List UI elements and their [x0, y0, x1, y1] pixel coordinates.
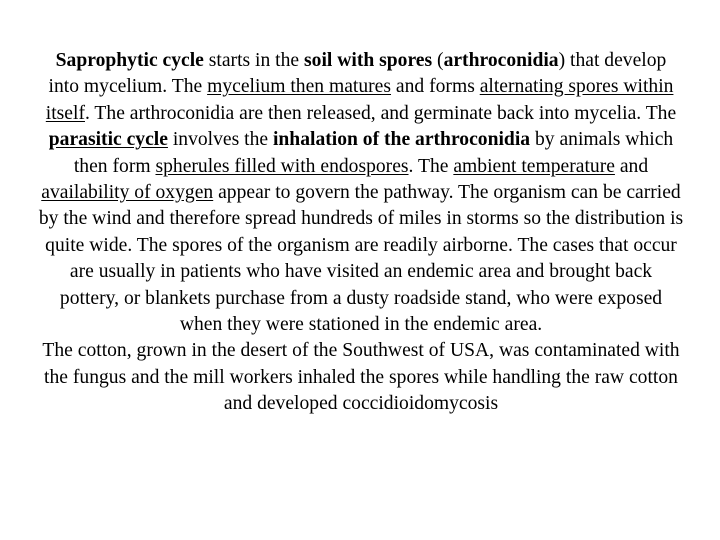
paragraph-cotton-outbreak: The cotton, grown in the desert of the Southwest of USA, was contaminated with the fungus and the mill workers inhaled the spores while handling the raw cotton and developed coccidioidomycosis: [42, 340, 680, 415]
text-run: and: [614, 155, 649, 177]
term-inhalation: inhalation of the arthroconidia: [272, 129, 531, 151]
term-ambient-temperature: ambient temperature: [453, 155, 615, 177]
text-run: appear to govern the pathway. The organism can be carried by the wind and therefore spread hundreds of miles in storms so the distribution is quite wide. The spores of the organism are readily airborne. The cases that occur are usually in patients who have visited an endemic area and brought back pottery, or blankets purchase from a dusty roadside stand, who were exposed when they were stationed in the endemic area.: [38, 182, 684, 336]
term-soil-with-spores: soil with spores: [304, 50, 433, 71]
text-run: starts in the: [203, 50, 305, 71]
term-availability-of-oxygen: availability of oxygen: [41, 182, 214, 204]
paragraph-life-cycle: [38, 48, 684, 338]
term-parasitic-cycle: parasitic cycle: [48, 129, 168, 151]
term-spherules: spherules filled with endospores: [155, 155, 409, 177]
text-run: (: [432, 50, 444, 71]
term-arthroconidia: arthroconidia: [443, 50, 559, 71]
term-mycelium-matures: mycelium then matures: [207, 76, 392, 98]
text-run: . The: [408, 155, 454, 177]
text-run: and forms: [391, 76, 480, 98]
term-alternating-spores: alternating spores within itself: [45, 76, 674, 124]
term-saprophytic-cycle: Saprophytic cycle: [55, 50, 204, 71]
text-run: by animals which then form: [73, 129, 674, 177]
text-run: . The arthroconidia are then released, and germinate back into mycelia. The: [84, 102, 677, 124]
slide-text-body: [38, 48, 684, 418]
text-run: ) that develop into mycelium. The: [48, 50, 667, 98]
text-run: involves the: [167, 129, 273, 151]
